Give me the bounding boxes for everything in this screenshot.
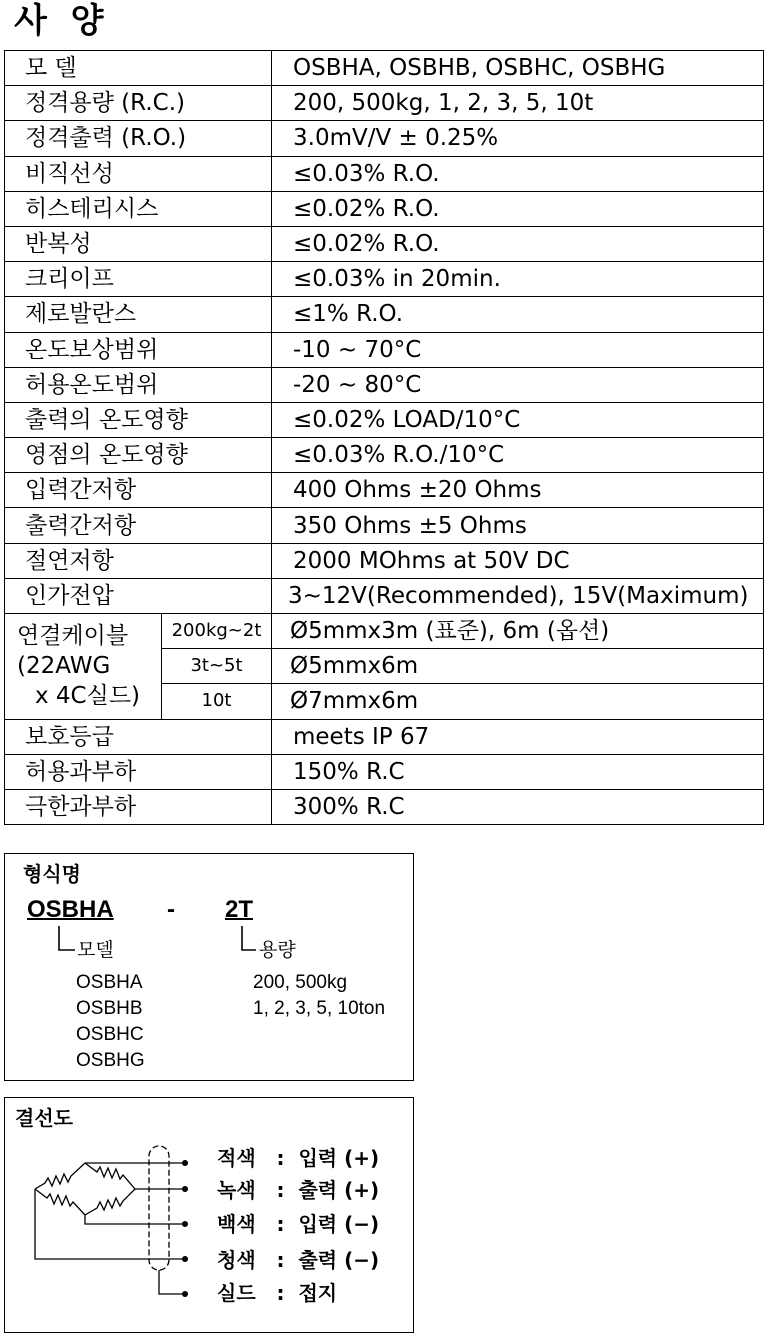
- resistor-bottom-right: [85, 1189, 135, 1215]
- cable-value: Ø5mmx3m (표준), 6m (옵션): [272, 614, 764, 649]
- table-row: [5, 754, 764, 789]
- spec-value: 400 Ohms ±20 Ohms: [272, 473, 764, 508]
- list-item: OSBHB: [76, 998, 143, 1019]
- table-row: [5, 473, 764, 508]
- spec-value: 3.0mV/V ± 0.25%: [272, 121, 764, 156]
- table-row: [5, 297, 764, 332]
- wire-sep: :: [276, 1248, 285, 1272]
- spec-label: 인가전압: [5, 578, 272, 613]
- spec-label: 모 델: [5, 51, 272, 86]
- spec-value: ≤0.02% R.O.: [272, 191, 764, 226]
- cable-label-line: (22AWG: [17, 653, 111, 680]
- resistor-top-right: [85, 1163, 135, 1189]
- spec-value: -10 ~ 70°C: [272, 332, 764, 367]
- spec-label: 영점의 온도영향: [5, 438, 272, 473]
- cable-range: 3t~5t: [162, 649, 272, 684]
- cable-label-line: 연결케이블: [17, 623, 129, 650]
- spec-value: 350 Ohms ±5 Ohms: [272, 508, 764, 543]
- page-title: 사 양: [14, 1, 110, 41]
- terminal-dot: [182, 1221, 188, 1227]
- wire-function: 접지: [298, 1281, 338, 1305]
- cable-value: Ø7mmx6m: [272, 684, 764, 719]
- table-row: [5, 226, 764, 261]
- wire-sep: :: [276, 1178, 285, 1202]
- table-row: [5, 191, 764, 226]
- wire-label-shield: [217, 1281, 337, 1305]
- wire-sep: :: [276, 1146, 285, 1170]
- spec-value: 300% R.C: [272, 789, 764, 824]
- table-row: [5, 332, 764, 367]
- list-item: 200, 500kg: [253, 972, 348, 993]
- spec-value: OSBHA, OSBHB, OSBHC, OSBHG: [272, 51, 764, 86]
- spec-value: ≤0.03% R.O./10°C: [272, 438, 764, 473]
- spec-label: 히스테리시스: [5, 191, 272, 226]
- table-row: [5, 789, 764, 824]
- wire-color: 실드: [217, 1281, 256, 1305]
- cable-range: 10t: [162, 684, 272, 719]
- table-row: [5, 578, 764, 613]
- spec-label: 출력간저항: [5, 508, 272, 543]
- model-code-capacity: 2T: [225, 896, 254, 923]
- model-bracket-line: [59, 926, 75, 950]
- spec-label: 반복성: [5, 226, 272, 261]
- spec-value: ≤0.02% R.O.: [272, 226, 764, 261]
- wire-color: 녹색: [217, 1178, 256, 1202]
- table-row: [5, 508, 764, 543]
- capacity-label: 용량: [259, 940, 296, 961]
- table-row: [5, 51, 764, 86]
- cable-value: Ø5mmx6m: [272, 649, 764, 684]
- spec-label: 비직선성: [5, 156, 272, 191]
- spec-value: ≤1% R.O.: [272, 297, 764, 332]
- wire-label-green: [217, 1178, 379, 1202]
- capacity-list: [253, 970, 385, 1022]
- wire-function: 입력 (+): [298, 1146, 380, 1170]
- table-row: [5, 367, 764, 402]
- spec-value: meets IP 67: [272, 719, 764, 754]
- terminal-dot: [182, 1256, 188, 1262]
- spec-label: 허용온도범위: [5, 367, 272, 402]
- spec-value: 2000 MOhms at 50V DC: [272, 543, 764, 578]
- capacity-bracket-line: [242, 926, 256, 950]
- shield-cable: [149, 1146, 169, 1270]
- terminal-dot: [182, 1291, 188, 1297]
- spec-value: 3~12V(Recommended), 15V(Maximum): [272, 578, 764, 613]
- table-row: [5, 86, 764, 121]
- cable-range: 200kg~2t: [162, 614, 272, 649]
- list-item: 1, 2, 3, 5, 10ton: [253, 998, 386, 1019]
- model-code-model: OSBHA: [27, 896, 114, 923]
- spec-label: 보호등급: [5, 719, 272, 754]
- spec-value: ≤0.02% LOAD/10°C: [272, 402, 764, 437]
- wire-function: 출력 (+): [298, 1178, 380, 1202]
- spec-value: 200, 500kg, 1, 2, 3, 5, 10t: [272, 86, 764, 121]
- wire-label-red: [217, 1146, 379, 1170]
- spec-label: 크리이프: [5, 262, 272, 297]
- table-row: [5, 121, 764, 156]
- wire-label-white: [217, 1212, 379, 1236]
- wire-shield: [159, 1270, 185, 1294]
- wire-color: 백색: [217, 1212, 256, 1236]
- spec-value: ≤0.03% R.O.: [272, 156, 764, 191]
- wire-function: 출력 (−): [298, 1248, 380, 1272]
- terminal-dot: [182, 1160, 188, 1166]
- spec-label: 정격용량 (R.C.): [5, 86, 272, 121]
- model-list: [76, 970, 145, 1074]
- spec-value: ≤0.03% in 20min.: [272, 262, 764, 297]
- table-row: [5, 614, 764, 649]
- wire-color: 청색: [217, 1248, 256, 1272]
- wire-function: 입력 (−): [298, 1212, 380, 1236]
- cable-label-line: x 4C실드): [35, 683, 141, 710]
- table-row: [5, 438, 764, 473]
- wire-sep: :: [276, 1281, 285, 1305]
- model-code-box: [4, 853, 414, 1081]
- table-row: [5, 156, 764, 191]
- list-item: OSBHC: [76, 1024, 144, 1045]
- spec-table: [4, 50, 764, 825]
- spec-label: 입력간저항: [5, 473, 272, 508]
- spec-value: 150% R.C: [272, 754, 764, 789]
- terminal-dot: [182, 1186, 188, 1192]
- wire-label-blue: [217, 1248, 379, 1272]
- model-code-title: 형식명: [23, 862, 81, 886]
- model-code-dash: -: [167, 896, 175, 923]
- wire-white: [85, 1215, 185, 1224]
- spec-label: 제로발란스: [5, 297, 272, 332]
- model-code-brackets: [5, 854, 411, 1078]
- wiring-box: [4, 1097, 414, 1333]
- spec-label: 정격출력 (R.O.): [5, 121, 272, 156]
- spec-label: 허용과부하: [5, 754, 272, 789]
- wire-color: 적색: [217, 1146, 256, 1170]
- table-row: [5, 543, 764, 578]
- resistor-top-left: [35, 1163, 85, 1189]
- spec-value: -20 ~ 80°C: [272, 367, 764, 402]
- spec-label: 극한과부하: [5, 789, 272, 824]
- table-row: [5, 719, 764, 754]
- spec-label: 온도보상범위: [5, 332, 272, 367]
- list-item: OSBHA: [76, 972, 143, 993]
- table-row: [5, 262, 764, 297]
- cable-label: [5, 614, 162, 720]
- resistor-bottom-left: [35, 1189, 85, 1215]
- model-label: 모델: [77, 940, 114, 961]
- wire-sep: :: [276, 1212, 285, 1236]
- spec-label: 출력의 온도영향: [5, 402, 272, 437]
- wiring-title: 결선도: [15, 1106, 73, 1130]
- spec-label: 절연저항: [5, 543, 272, 578]
- table-row: [5, 402, 764, 437]
- list-item: OSBHG: [76, 1050, 145, 1071]
